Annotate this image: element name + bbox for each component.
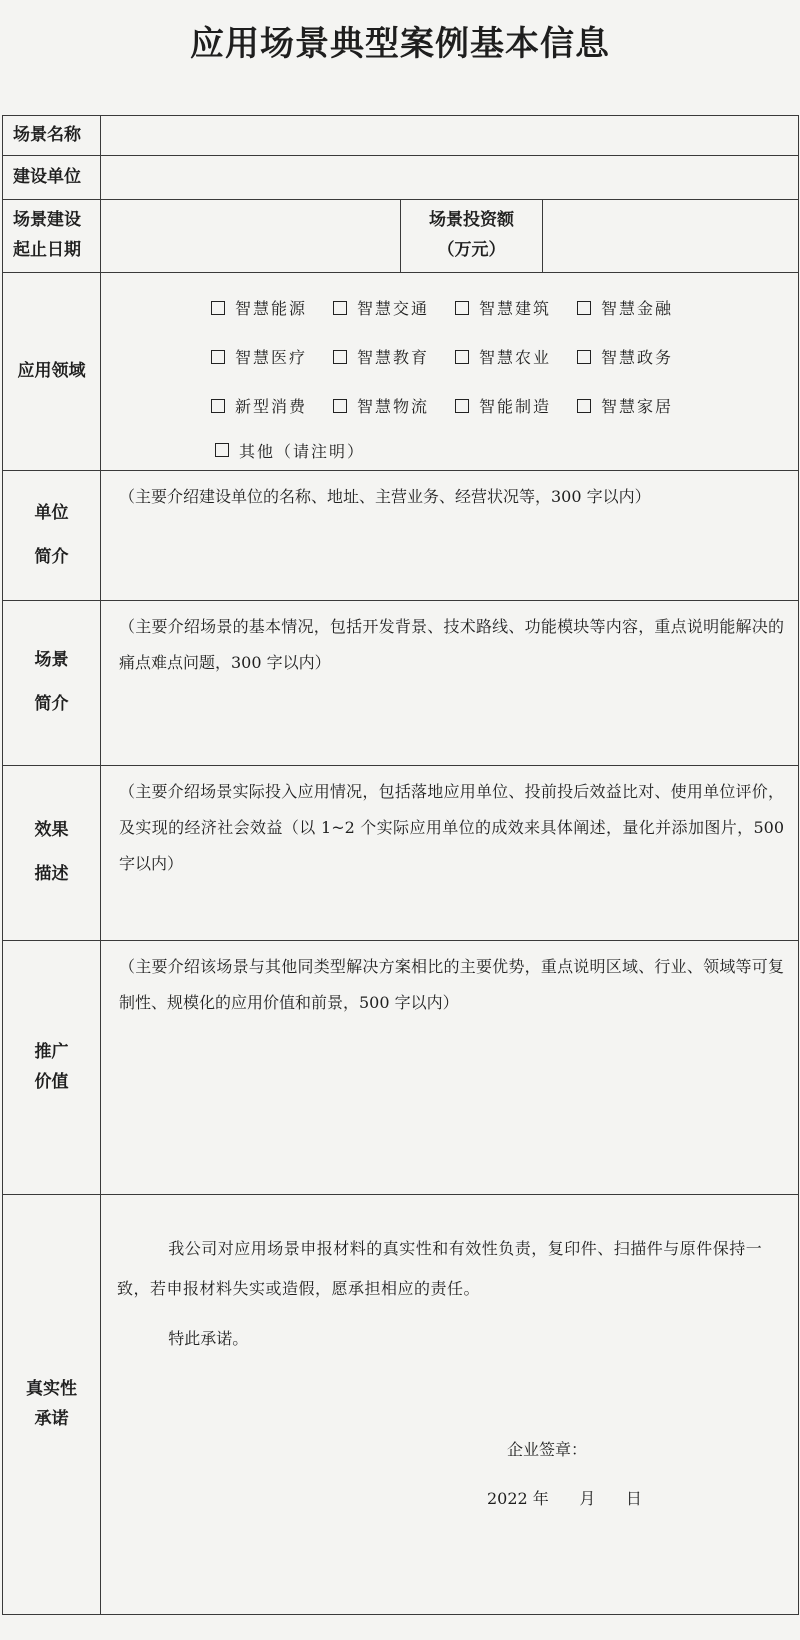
domain-option[interactable] [455, 296, 577, 319]
truth-label-line1: 真实性 [26, 1378, 77, 1399]
promo-label-line2: 价值 [34, 1071, 69, 1092]
checkbox-icon[interactable] [455, 350, 469, 364]
unit-intro-label-line2: 简介 [34, 546, 69, 567]
unit-intro-label-line1: 单位 [34, 502, 69, 523]
domain-option-label: 智慧建筑 [479, 299, 552, 318]
scene-intro-label-line2: 简介 [34, 694, 69, 714]
period-label [3, 200, 101, 273]
domain-option-label: 智慧家居 [601, 397, 674, 416]
domain-option[interactable] [211, 296, 333, 319]
period-label-line1: 场景建设 [13, 210, 81, 231]
invest-label-line2: （万元） [437, 240, 506, 260]
unit-intro-field[interactable]: （主要介绍建设单位的名称、地址、主营业务、经营状况等，300 字以内） [101, 471, 799, 601]
row-scene-intro [3, 601, 799, 766]
invest-field[interactable] [543, 200, 799, 273]
row-promo [3, 941, 799, 1195]
domain-option[interactable] [333, 394, 455, 417]
pledge-paragraph: 我公司对应用场景申报材料的真实性和有效性负责，复印件、扫描件与原件保持一致，若申报材料失实或造假，愿承担相应的责任。 [117, 1239, 763, 1298]
invest-label-line1: 场景投资额 [429, 210, 514, 231]
effect-field[interactable]: （主要介绍场景实际投入应用情况，包括落地应用单位、投前投后效益比对、使用单位评价，及实现的经济社会效益（以 1~2 个实际应用单位的成效来具体阐述，量化并添加图片，500 字以内） [101, 766, 799, 941]
domain-option-label: 智慧政务 [601, 348, 674, 367]
checkbox-icon[interactable] [215, 443, 229, 457]
row-effect [3, 766, 799, 941]
domain-option-label: 智慧交通 [357, 299, 430, 318]
build-unit-field[interactable] [101, 156, 799, 200]
domain-option[interactable] [211, 345, 333, 368]
checkbox-icon[interactable] [211, 399, 225, 413]
scene-intro-label-line1: 场景 [34, 650, 69, 671]
domain-option[interactable] [333, 296, 455, 319]
info-form-table [2, 115, 799, 1615]
checkbox-icon[interactable] [577, 399, 591, 413]
effect-label-line2: 描述 [34, 864, 69, 884]
domain-label: 应用领域 [3, 273, 101, 471]
domain-option[interactable] [455, 394, 577, 417]
checkbox-icon[interactable] [333, 301, 347, 315]
domain-option-label: 智慧医疗 [235, 348, 308, 367]
checkbox-icon[interactable] [455, 399, 469, 413]
domain-row [211, 381, 798, 430]
domain-option-label: 智慧能源 [235, 299, 308, 318]
row-domain [3, 273, 799, 471]
checkbox-icon[interactable] [211, 301, 225, 315]
row-unit-intro [3, 471, 799, 601]
domain-option[interactable] [577, 296, 699, 319]
domain-option-label: 智能制造 [479, 397, 552, 416]
promo-label-line1: 推广 [34, 1041, 69, 1062]
promo-field[interactable]: （主要介绍该场景与其他同类型解决方案相比的主要优势，重点说明区域、行业、领域等可复制性、规模化的应用价值和前景，500 字以内） [101, 941, 799, 1195]
scene-intro-field[interactable]: （主要介绍场景的基本情况，包括开发背景、技术路线、功能模块等内容，重点说明能解决的痛点难点问题，300 字以内） [101, 601, 799, 766]
domain-option[interactable] [455, 345, 577, 368]
domain-option-label: 智慧物流 [357, 397, 430, 416]
domain-options [101, 273, 799, 471]
effect-label-line1: 效果 [34, 820, 69, 841]
domain-option[interactable] [333, 345, 455, 368]
domain-option-label: 智慧金融 [601, 299, 674, 318]
scene-name-label: 场景名称 [3, 116, 101, 156]
checkbox-icon[interactable] [333, 399, 347, 413]
domain-option[interactable] [577, 394, 699, 417]
checkbox-icon[interactable] [455, 301, 469, 315]
scene-intro-label [3, 601, 101, 766]
build-unit-label: 建设单位 [3, 156, 101, 200]
truth-label-line2: 承诺 [34, 1408, 69, 1429]
signature-label: 企业签章： [507, 1440, 588, 1459]
row-period-invest [3, 200, 799, 273]
domain-option[interactable] [577, 345, 699, 368]
truth-label [3, 1195, 101, 1615]
domain-option-other[interactable] [211, 439, 365, 462]
unit-intro-label [3, 471, 101, 601]
domain-option-label: 新型消费 [235, 397, 308, 416]
domain-row-other [211, 430, 798, 470]
effect-label [3, 766, 101, 941]
domain-option[interactable] [211, 394, 333, 417]
period-field[interactable] [101, 200, 401, 273]
domain-row [211, 283, 798, 332]
pledge-closing: 特此承诺。 [168, 1329, 249, 1348]
checkbox-icon[interactable] [577, 301, 591, 315]
row-scene-name [3, 116, 799, 156]
pledge-field [101, 1195, 799, 1615]
invest-label [401, 200, 543, 273]
period-label-line2: 起止日期 [13, 240, 81, 260]
scene-name-field[interactable] [101, 116, 799, 156]
row-build-unit [3, 156, 799, 200]
checkbox-icon[interactable] [333, 350, 347, 364]
domain-option-label: 其他（请注明） [239, 441, 366, 461]
checkbox-icon[interactable] [211, 350, 225, 364]
promo-label [3, 941, 101, 1195]
checkbox-icon[interactable] [577, 350, 591, 364]
domain-row [211, 332, 798, 381]
domain-option-label: 智慧农业 [479, 348, 552, 367]
domain-option-label: 智慧教育 [357, 348, 430, 367]
signature-date: 2022 年 月 日 [487, 1489, 642, 1508]
row-truth [3, 1195, 799, 1615]
page-title: 应用场景典型案例基本信息 [190, 24, 610, 64]
